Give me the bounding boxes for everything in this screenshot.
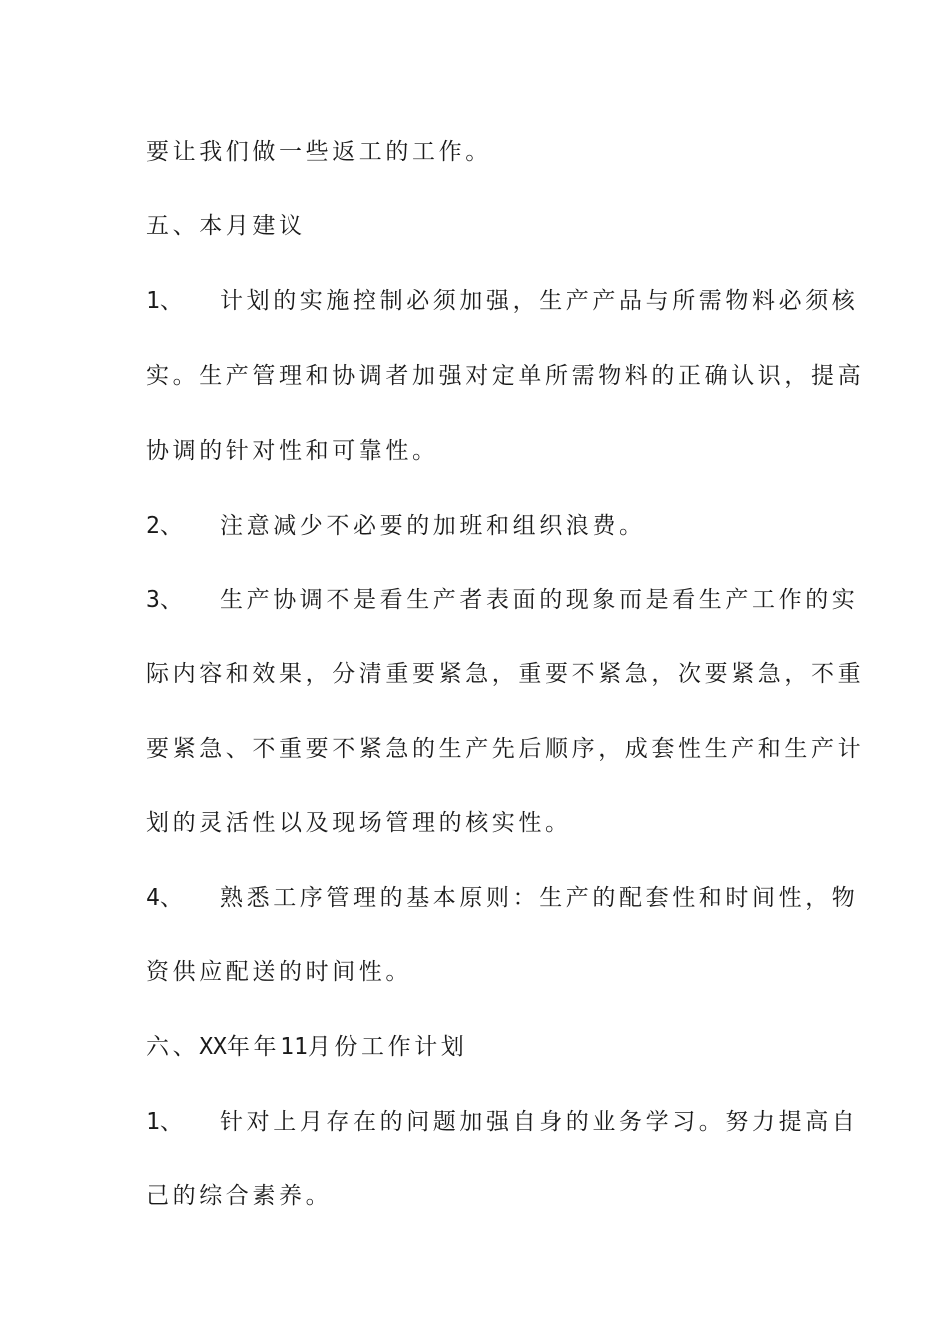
list-item-4 bbox=[146, 878, 858, 918]
paragraph-line: 实。生产管理和协调者加强对定单所需物料的正确认识，提高 bbox=[146, 363, 865, 389]
paragraph-line: 要紧急、不重要不紧急的生产先后顺序，成套性生产和生产计 bbox=[146, 736, 865, 762]
list-item-1-plan bbox=[146, 1102, 858, 1142]
list-number: 4、 bbox=[146, 885, 183, 911]
section-heading-6 bbox=[146, 1027, 467, 1067]
paragraph-line: 协调的针对性和可靠性。 bbox=[146, 438, 439, 464]
list-item-text: 注意减少不必要的加班和组织浪费。 bbox=[220, 513, 646, 539]
list-number: 1、 bbox=[146, 1109, 183, 1135]
section-heading-5: 五、本月建议 bbox=[146, 213, 306, 239]
list-item-text: 熟悉工序管理的基本原则：生产的配套性和时间性，物 bbox=[220, 885, 859, 911]
paragraph-line: 划的灵活性以及现场管理的核实性。 bbox=[146, 810, 572, 836]
heading-month-number: 11 bbox=[280, 1034, 308, 1060]
heading-prefix: 六、 bbox=[146, 1034, 200, 1060]
heading-year-placeholder: XX bbox=[199, 1034, 227, 1060]
paragraph-line: 资供应配送的时间性。 bbox=[146, 959, 412, 985]
paragraph-line: 际内容和效果，分清重要紧急，重要不紧急，次要紧急，不重 bbox=[146, 661, 865, 687]
heading-year-word: 年年 bbox=[226, 1034, 281, 1060]
list-item-text: 生产协调不是看生产者表面的现象而是看生产工作的实 bbox=[220, 587, 859, 613]
heading-suffix: 月份工作计划 bbox=[307, 1034, 468, 1060]
paragraph-line: 要让我们做一些返工的工作。 bbox=[146, 139, 492, 165]
list-number: 2、 bbox=[146, 513, 183, 539]
list-number: 3、 bbox=[146, 587, 183, 613]
paragraph-line: 己的综合素养。 bbox=[146, 1183, 333, 1209]
list-item-text: 计划的实施控制必须加强，生产产品与所需物料必须核 bbox=[220, 288, 859, 314]
list-item-3 bbox=[146, 580, 858, 620]
list-item-2 bbox=[146, 506, 646, 546]
list-number: 1、 bbox=[146, 288, 183, 314]
list-item-1 bbox=[146, 281, 858, 321]
list-item-text: 针对上月存在的问题加强自身的业务学习。努力提高自 bbox=[220, 1109, 859, 1135]
